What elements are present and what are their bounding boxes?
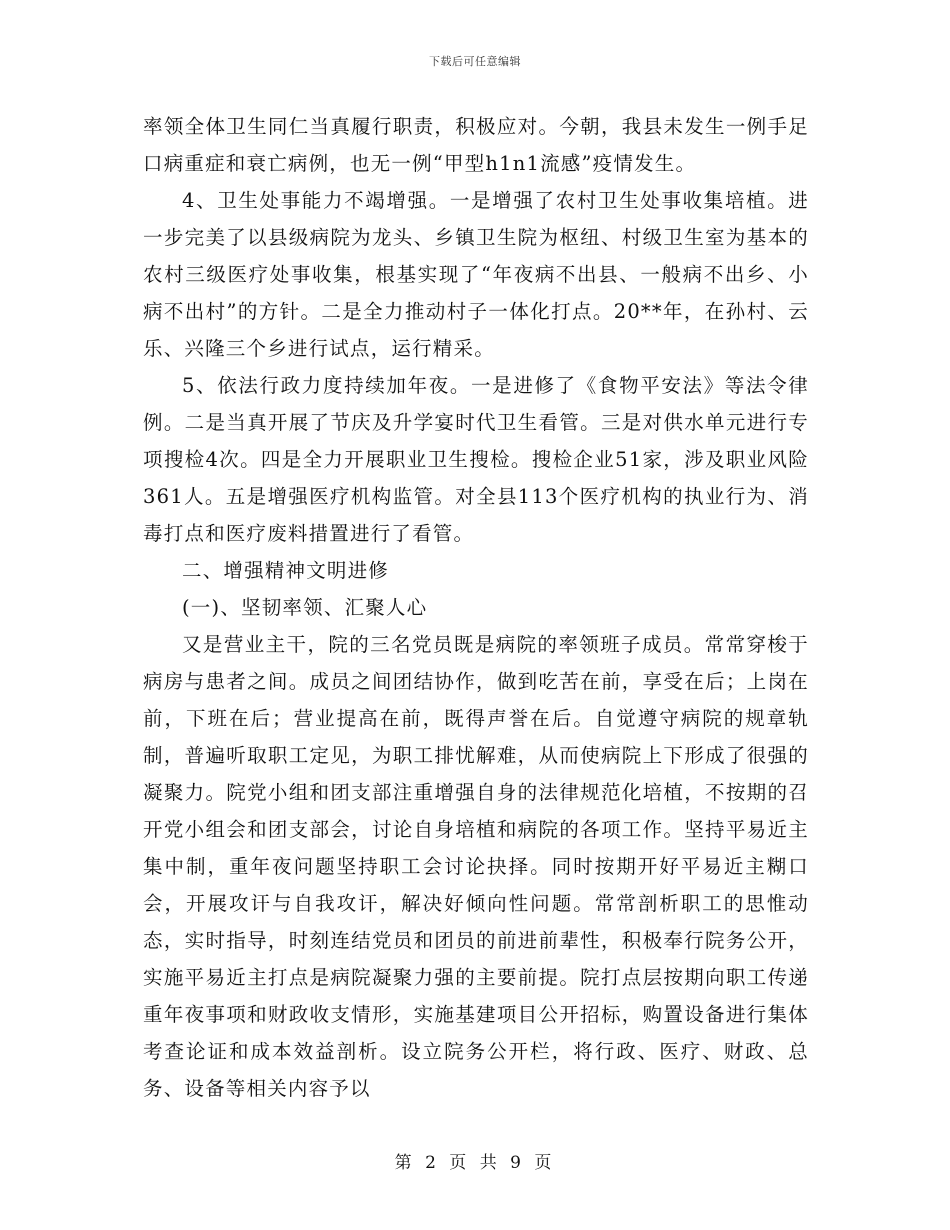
page-number-footer: 第 2 页 共 9 页 (394, 1153, 556, 1173)
subsection-heading: (一)、坚韧率领、汇聚人心 (182, 596, 428, 619)
document-body (143, 108, 809, 1107)
paragraph: 4、卫生处事能力不竭增强。一是增强了农村卫生处事收集培植。进一步完美了以县级病院为龙头、乡镇卫生院为枢纽、村级卫生室为基本的农村三级医疗处事收集，根基实现了“年夜病不出县、一般病不出乡、小病不出村”的方针。二是全力推动村子一体化打点。20**年，在孙村、云乐、兴隆三个乡进行试点，运行精采。 (143, 189, 809, 360)
paragraph: 率领全体卫生同仁当真履行职责，积极应对。今朝，我县未发生一例手足口病重症和衰亡病例，也无一例“甲型h1n1流感”疫情发生。 (143, 115, 809, 175)
paragraph: 5、依法行政力度持续加年夜。一是进修了《食物平安法》等法令律例。二是当真开展了节庆及升学宴时代卫生看管。三是对供水单元进行专项搜检4次。四是全力开展职业卫生搜检。搜检企业51家，涉及职业风险361人。五是增强医疗机构监管。对全县113个医疗机构的执业行为、消毒打点和医疗废料措置进行了看管。 (143, 374, 809, 545)
paragraph: 又是营业主干，院的三名党员既是病院的率领班子成员。常常穿梭于病房与患者之间。成员之间团结协作，做到吃苦在前，享受在后；上岗在前，下班在后；营业提高在前，既得声誉在后。自觉遵守病院的规章轨制，普遍听取职工定见，为职工排忧解难，从而使病院上下形成了很强的凝聚力。院党小组和团支部注重增强自身的法律规范化培植，不按期的召开党小组会和团支部会，讨论自身培植和病院的各项工作。坚持平易近主集中制，重年夜问题坚持职工会讨论抉择。同时按期开好平易近主糊口会，开展攻讦与自我攻讦，解决好倾向性问题。常常剖析职工的思惟动态，实时指导，时刻连结党员和团员的前进前辈性，积极奉行院务公开，实施平易近主打点是病院凝聚力强的主要前提。院打点层按期向职工传递重年夜事项和财政收支情形，实施基建项目公开招标，购置设备进行集体考查论证和成本效益剖析。设立院务公开栏，将行政、医疗、财政、总务、设备等相关内容予以 (143, 633, 809, 1100)
page-header-note: 下载后可任意编辑 (429, 55, 521, 68)
section-heading: 二、增强精神文明进修 (182, 559, 390, 582)
